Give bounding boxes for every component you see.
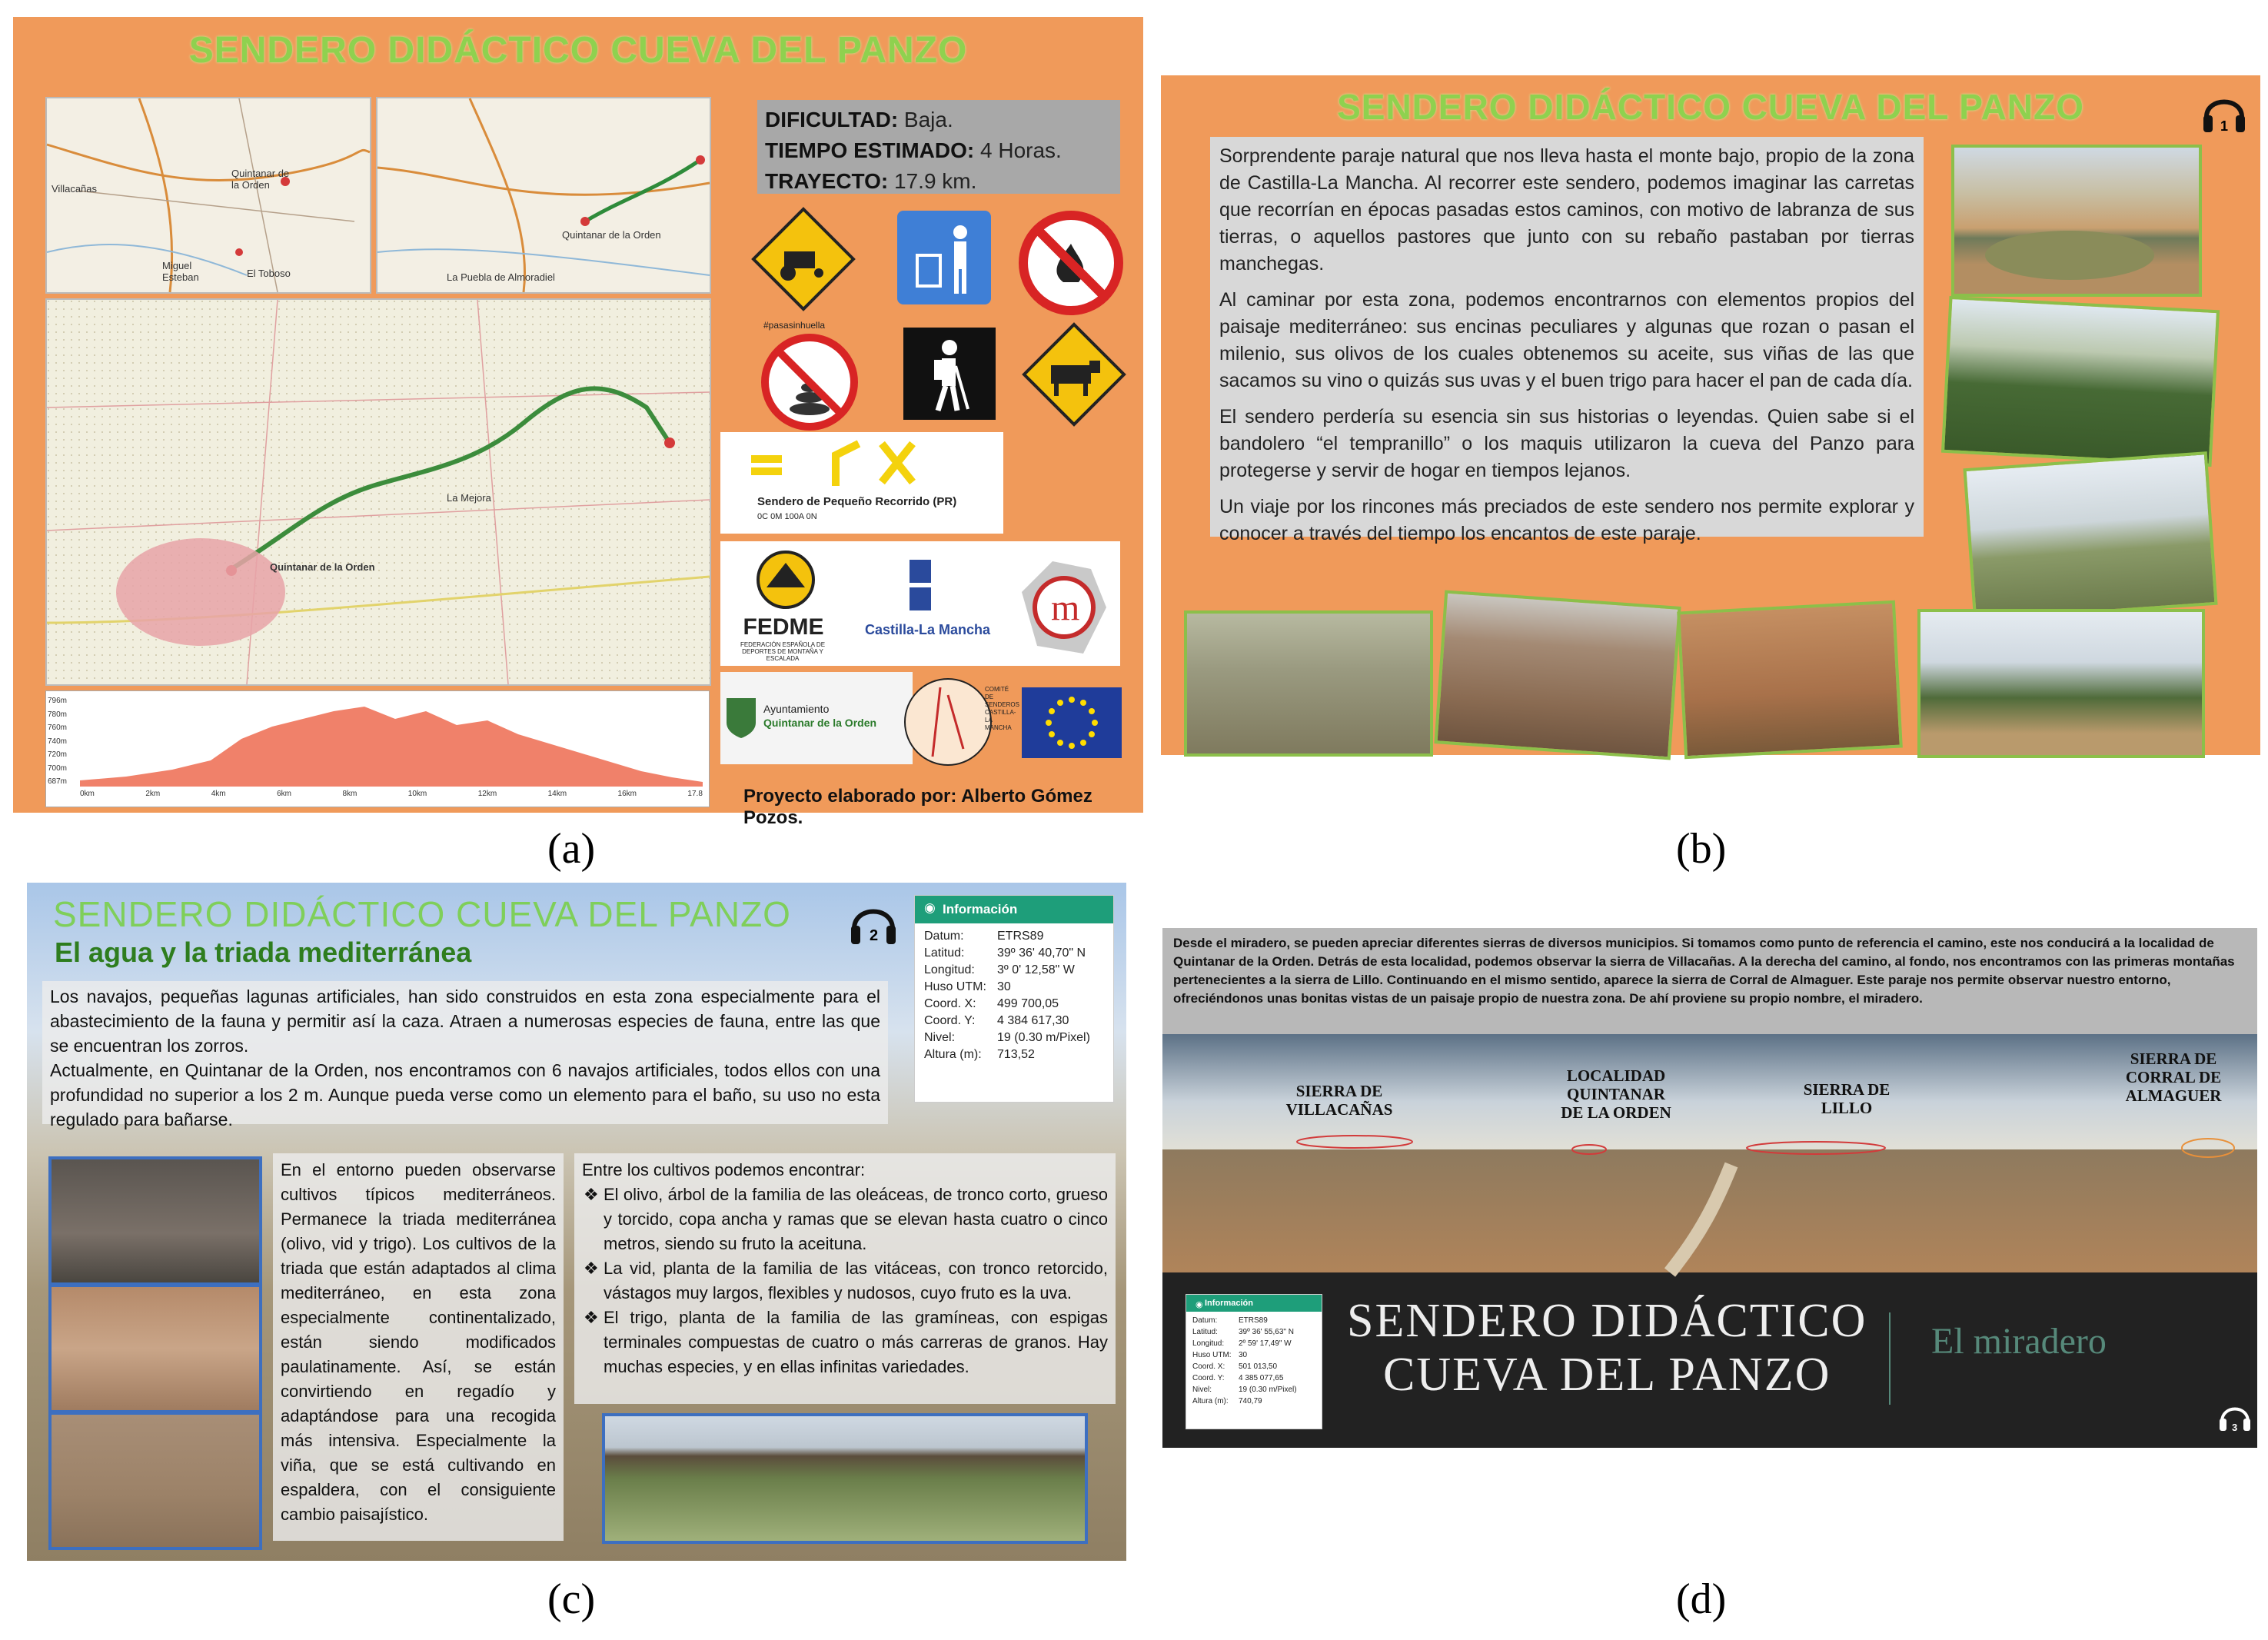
info-row: Coord. Y: 4 384 617,30 bbox=[924, 1014, 1069, 1027]
pr-trail-markers bbox=[720, 432, 1003, 534]
b-paragraph: Al caminar por esta zona, podemos encontrarnos con elementos propios del paisaje mediterráneo: sus encinas peculiares y algunas que rozan o pasan el milenio, sus olivos de los cuales obtenemos su aceite, sus viñas de las que sacamos su vino o quizás sus uvas y el buen trigo para hacer el pan de cada día. bbox=[1219, 289, 1914, 391]
ayuntamiento-logo bbox=[720, 672, 913, 764]
panel-c-crops-text bbox=[273, 1153, 564, 1541]
ayuntamiento-line2: Quintanar de la Orden bbox=[763, 717, 877, 729]
info-time: TIEMPO ESTIMADO: 4 Horas. bbox=[765, 138, 1062, 162]
info-distance: TRAYECTO: 17.9 km. bbox=[765, 169, 977, 193]
pr-marker-icons bbox=[720, 432, 1003, 494]
svg-text:m: m bbox=[1051, 587, 1080, 628]
info-row: Altura (m): 713,52 bbox=[924, 1048, 1035, 1061]
info-row: Altura (m): 740,79 bbox=[1192, 1397, 1262, 1405]
list-item: ❖ El trigo, planta de la familia de las gramíneas, con espigas terminales compuestas de cuatro o más carreras de granos. Hay muchas especies, y en ellas infinitas variedades. bbox=[604, 1306, 1108, 1379]
label-c: (c) bbox=[547, 1575, 596, 1623]
info-row: Coord. Y: 4 385 077,65 bbox=[1192, 1374, 1284, 1382]
label-d: (d) bbox=[1676, 1575, 1727, 1623]
panorama-svg bbox=[1162, 1034, 2257, 1272]
info-row: Longitud: 3º 0' 12,58" W bbox=[924, 963, 1075, 976]
label-sierra-corral: SIERRA DE CORRAL DE ALMAGUER bbox=[2125, 1050, 2222, 1105]
panel-a-title: SENDERO DIDÁCTICO CUEVA DEL PANZO bbox=[188, 30, 968, 71]
comite-m-logo-icon bbox=[1006, 546, 1114, 661]
no-fire-icon bbox=[1017, 209, 1125, 317]
trail-info-box bbox=[757, 100, 1120, 194]
map-detail-route bbox=[45, 298, 711, 686]
photo-animal-droppings bbox=[48, 1284, 262, 1413]
profile-y-axis: 796m 780m 760m 740m 720m 700m 687m bbox=[48, 697, 68, 786]
map-label-miguel-esteban: Miguel Esteban bbox=[162, 260, 199, 283]
info-row: Longitud: 2º 59' 17,49" W bbox=[1192, 1339, 1292, 1348]
gps-info-card-d bbox=[1186, 1294, 1322, 1429]
panorama-photo bbox=[1162, 1034, 2257, 1272]
sponsor-logos bbox=[720, 541, 1120, 666]
photo-navajo-pond bbox=[1951, 145, 2202, 297]
audio-number-3: 3 bbox=[2232, 1422, 2238, 1433]
b-paragraph: Sorprendente paraje natural que nos lleva hasta el monte bajo, propio de la zona de Castilla-La Mancha. Al recorrer este sendero, podemos imaginar las carretas que recorrían en épocas pasadas estos caminos, con motivo de labranza de sus tierras, o aquellos pastores que junto con su rebaño pastaban por tierras manchegas. bbox=[1219, 145, 1914, 274]
info-row: Datum: ETRS89 bbox=[1192, 1316, 1268, 1325]
tractor-warning-icon bbox=[750, 205, 857, 313]
panel-c-subtitle: El agua y la triada mediterránea bbox=[55, 936, 472, 968]
map-label-quintanar: Quintanar de la Orden bbox=[231, 168, 290, 191]
clm-logo: Castilla-La Mancha bbox=[865, 622, 991, 637]
comite-senderos-text: COMITÉ DE SENDEROS CASTILLA-LA MANCHA bbox=[985, 686, 1019, 731]
gps-info-card bbox=[914, 895, 1114, 1103]
panel-b-text-box bbox=[1210, 137, 1924, 544]
clm-emblem-icon bbox=[905, 557, 936, 618]
label-sierra-villacanas: SIERRA DE VILLACAÑAS bbox=[1285, 1082, 1393, 1119]
panel-c-water-triad-sign bbox=[27, 883, 1126, 1561]
panel-d-description bbox=[1162, 928, 2257, 1034]
c-middle-paragraph: En el entorno pueden observarse cultivos típicos mediterráneos. Permanece la triada mediterránea (olivo, vid y trigo). Los cultivos de la triada que están adaptados al clima mediterráneo, en esta zona especialmente continentalizado, están siendo modificados paulatinamente. Así, se están convirtiendo en regadío y adaptándose para una recogida más intensiva. Especialmente la viña, que se está cultivando en espaldera, con el consiguiente cambio paisajístico. bbox=[281, 1160, 556, 1524]
photo-olive-grove bbox=[1963, 451, 2217, 622]
ayuntamiento-line1: Ayuntamiento bbox=[763, 703, 830, 715]
list-item: ❖ El olivo, árbol de la familia de las oleáceas, de tronco corto, grueso y torcido, copa ancha y ramas que se elevan hasta cuatro o cinco metros, siendo su fruto la aceituna. bbox=[604, 1183, 1108, 1256]
photo-stone-cave bbox=[1184, 610, 1433, 757]
b-paragraph: Un viaje por los rincones más preciados de este sendero nos permite explorar y conocer a través del tiempo los encantos de este paraje. bbox=[1219, 496, 1914, 544]
fedme-sub: FEDERACIÓN ESPAÑOLA DE DEPORTES DE MONTAÑA Y ESCALADA bbox=[740, 641, 826, 662]
litter-bin-icon bbox=[896, 209, 1003, 317]
map-label-el-toboso: El Toboso bbox=[247, 268, 291, 279]
fedme-logo: FEDME bbox=[743, 614, 824, 640]
pr-sub: 0C 0M 100A 0N bbox=[757, 512, 817, 521]
photo-pine-forest bbox=[1941, 296, 2220, 467]
d-top-text: Desde el miradero, se pueden apreciar diferentes sierras de diversos municipios. Si tomamos como punto de referencia el camino, este nos conducirá a la localidad de Quintanar de la Orden. Detrás de esta localidad, podemos observar la sierra de Villacañas. A la derecha del camino, al fondo, nos encontramos con las primeras montañas pertenecientes a la sierra de Lillo. Continuando en el mismo sentido, aparece la sierra de Corral de Almaguer. Este paraje nos permite observar nuestro entorno, ofreciéndonos unas bonitas vistas de un paisaje propio de nuestra zona. De ahí proviene su propio nombre, el miradero. bbox=[1173, 936, 2235, 1006]
info-row: Coord. X: 501 013,50 bbox=[1192, 1362, 1278, 1371]
elevation-profile bbox=[45, 690, 710, 807]
label-localidad-quintanar: LOCALIDAD QUINTANAR DE LA ORDEN bbox=[1561, 1066, 1671, 1122]
panel-c-intro-text bbox=[42, 981, 888, 1129]
ayuntamiento-crest-icon bbox=[723, 694, 759, 740]
label-a: (a) bbox=[547, 825, 596, 873]
crops-list bbox=[582, 1183, 1108, 1379]
b-paragraph: El sendero perdería su esencia sin sus historias o leyendas. Quien sabe si el bandolero “el tempranillo” o los maquis utilizaron la cueva del Panzo para protegerse y servir de hogar en tiempos lejanos. bbox=[1219, 406, 1914, 481]
eu-flag-icon bbox=[1022, 687, 1122, 758]
project-credit: Proyecto elaborado por: Alberto Gómez Pozos. bbox=[743, 786, 1092, 828]
profile-x-axis: 0km 2km 4km 6km 8km 10km 12km 14km 16km 17.8 bbox=[80, 790, 703, 798]
audio-guide-2-icon[interactable] bbox=[846, 895, 900, 949]
map-label-quintanar-3: Quintanar de la Orden bbox=[270, 561, 375, 573]
audio-guide-3-icon[interactable] bbox=[2216, 1397, 2254, 1435]
photo-fox bbox=[48, 1156, 262, 1286]
profile-area bbox=[80, 696, 703, 788]
map-overview-west bbox=[45, 97, 371, 294]
c-right-intro: Entre los cultivos podemos encontrar: bbox=[582, 1160, 866, 1179]
info-row: Huso UTM: 30 bbox=[1192, 1351, 1248, 1359]
map-label-la-mejora: La Mejora bbox=[447, 492, 491, 504]
panel-d-viewpoint-sign bbox=[1162, 928, 2257, 1448]
map-label-villacanas: Villacañas bbox=[52, 183, 98, 195]
pr-caption: Sendero de Pequeño Recorrido (PR) bbox=[757, 495, 957, 508]
hiker-icon bbox=[903, 328, 1011, 435]
map-label-la-puebla: La Puebla de Almoradiel bbox=[447, 271, 555, 283]
label-sierra-lillo: SIERRA DE LILLO bbox=[1803, 1080, 1891, 1117]
info-row: Latitud: 39º 36' 40,70" N bbox=[924, 946, 1086, 960]
panel-d-subtitle: El miradero bbox=[1931, 1321, 2107, 1362]
audio-guide-1-icon[interactable] bbox=[2197, 85, 2251, 138]
c-intro-paragraph: Actualmente, en Quintanar de la Orden, nos encontramos con 6 navajos artificiales, todos ellos con una profundidad no superior a los 2 m. Aunque pueda verse como un elemento para el baño, su uso no esta regulado para bañarse. bbox=[50, 1060, 880, 1129]
info-row: Nivel: 19 (0.30 m/Pixel) bbox=[1192, 1386, 1297, 1394]
photo-wheat-field bbox=[602, 1413, 1088, 1544]
info-row: Nivel: 19 (0.30 m/Pixel) bbox=[924, 1031, 1090, 1044]
info-row: Huso UTM: 30 bbox=[924, 980, 1011, 993]
panel-c-title: SENDERO DIDÁCTICO CUEVA DEL PANZO bbox=[53, 894, 791, 934]
comite-senderos-logo-icon bbox=[902, 672, 994, 772]
label-b: (b) bbox=[1676, 825, 1727, 873]
cattle-warning-icon bbox=[1020, 321, 1128, 428]
panel-a-trail-sign bbox=[13, 17, 1143, 828]
map-overview-route bbox=[376, 97, 711, 294]
title-divider bbox=[1889, 1312, 1891, 1405]
fedme-logo-icon bbox=[751, 549, 820, 610]
list-item: ❖ La vid, planta de la familia de las vitáceas, con tronco retorcido, vástagos muy largos, flexibles y nudosos, cuyo fruto es la uva. bbox=[604, 1256, 1108, 1306]
info-difficulty: DIFICULTAD: Baja. bbox=[765, 108, 953, 131]
info-row: Latitud: 39º 36' 55,63" N bbox=[1192, 1328, 1294, 1336]
info-card-header: ◉ Información bbox=[915, 896, 1113, 923]
panel-b-title: SENDERO DIDÁCTICO CUEVA DEL PANZO bbox=[1337, 87, 2084, 127]
audio-number-2: 2 bbox=[870, 927, 879, 944]
info-row: Coord. X: 499 700,05 bbox=[924, 997, 1059, 1010]
no-cairn-icon bbox=[756, 320, 863, 432]
c-intro-paragraph: Los navajos, pequeñas lagunas artificiales, han sido construidos en esta zona especialmente para el abastecimiento de la fauna y permitir así la caza. Atraen a numerosas especies de fauna, entre las que se encuentran los zorros. bbox=[50, 986, 880, 1056]
photo-vineyard bbox=[1434, 590, 1681, 760]
info-row: Datum: ETRS89 bbox=[924, 930, 1044, 943]
geocache-hashtag: #pasasinhuella bbox=[763, 320, 826, 331]
photo-animal-tracks bbox=[48, 1412, 262, 1550]
info-card-header-d: ◉ Información bbox=[1186, 1295, 1322, 1312]
panel-b-description-sign bbox=[1161, 75, 2260, 755]
photo-holm-oak bbox=[1917, 609, 2205, 758]
panel-d-title: SENDERO DIDÁCTICO CUEVA DEL PANZO bbox=[1347, 1295, 1867, 1401]
map-label-quintanar-2: Quintanar de la Orden bbox=[562, 229, 661, 241]
panel-c-crops-list bbox=[574, 1153, 1116, 1404]
photo-cave-entrance bbox=[1677, 600, 1903, 760]
audio-number-1: 1 bbox=[2220, 118, 2229, 134]
